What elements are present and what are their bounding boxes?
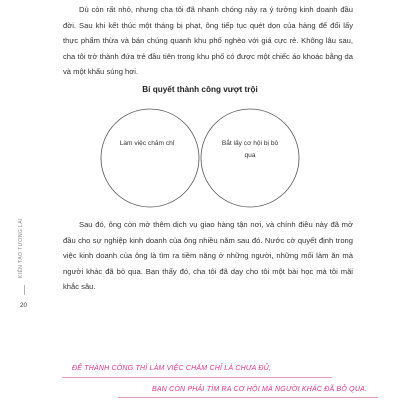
body-paragraph-2: Sau đó, ông còn mở thêm dịch vụ giao hàng tận nơi, và chính điều này đã mở đầu cho sự nghiệp kinh doanh của ông nhiều năm sau đó. Nước cờ quyết định trong việc kinh doanh của ông là tìm ra tiềm năng ở những người, những mối làm ăn mà người khác đã bỏ qua. Bạn thấy đó, cha tôi đã dạy cho tôi một bài học mà tôi mãi khắc sâu. [63,220,353,292]
running-head-rule [24,285,25,295]
pull-quote-line-2: BẠN CÒN PHẢI TÌM RA CƠ HỘI MÀ NGƯỜI KHÁC ĐÃ BỎ QUA. [152,386,368,393]
body-paragraph-1: Dù còn rất nhỏ, nhưng cha tôi đã nhanh chóng nảy ra ý tưởng kinh doanh đầu đời. Sau khi kết thúc một tháng bị phạt, ông tiếp tục quét dọn của hàng để đổi lấy thực phẩm thừa và bán chúng quanh khu phố nghèo với giá cực rẻ. Không lâu sau, cha tôi trở thành đứa trẻ đầu tiên trong khu phố có được một chiếc áo khoác bằng da và một khẩu súng hơi. [63,5,353,77]
venn-left-label: Làm việc chăm chỉ [119,140,175,147]
venn-right-label: Bắt lấy cơ hội bị bỏ qua [221,140,279,159]
venn-left-circle [101,109,199,207]
running-head: KIẾN TẠO TƯƠNG LAI [18,218,24,278]
page-number: 20 [20,302,28,309]
pull-quote-rule-2 [118,397,378,398]
pull-quote-rule-1 [62,377,332,378]
diagram-title: Bí quyết thành công vượt trội [142,85,258,94]
pull-quote-line-1: ĐỂ THÀNH CÔNG THÌ LÀM VIỆC CHĂM CHỈ LÀ CHƯA ĐỦ, [72,365,272,372]
